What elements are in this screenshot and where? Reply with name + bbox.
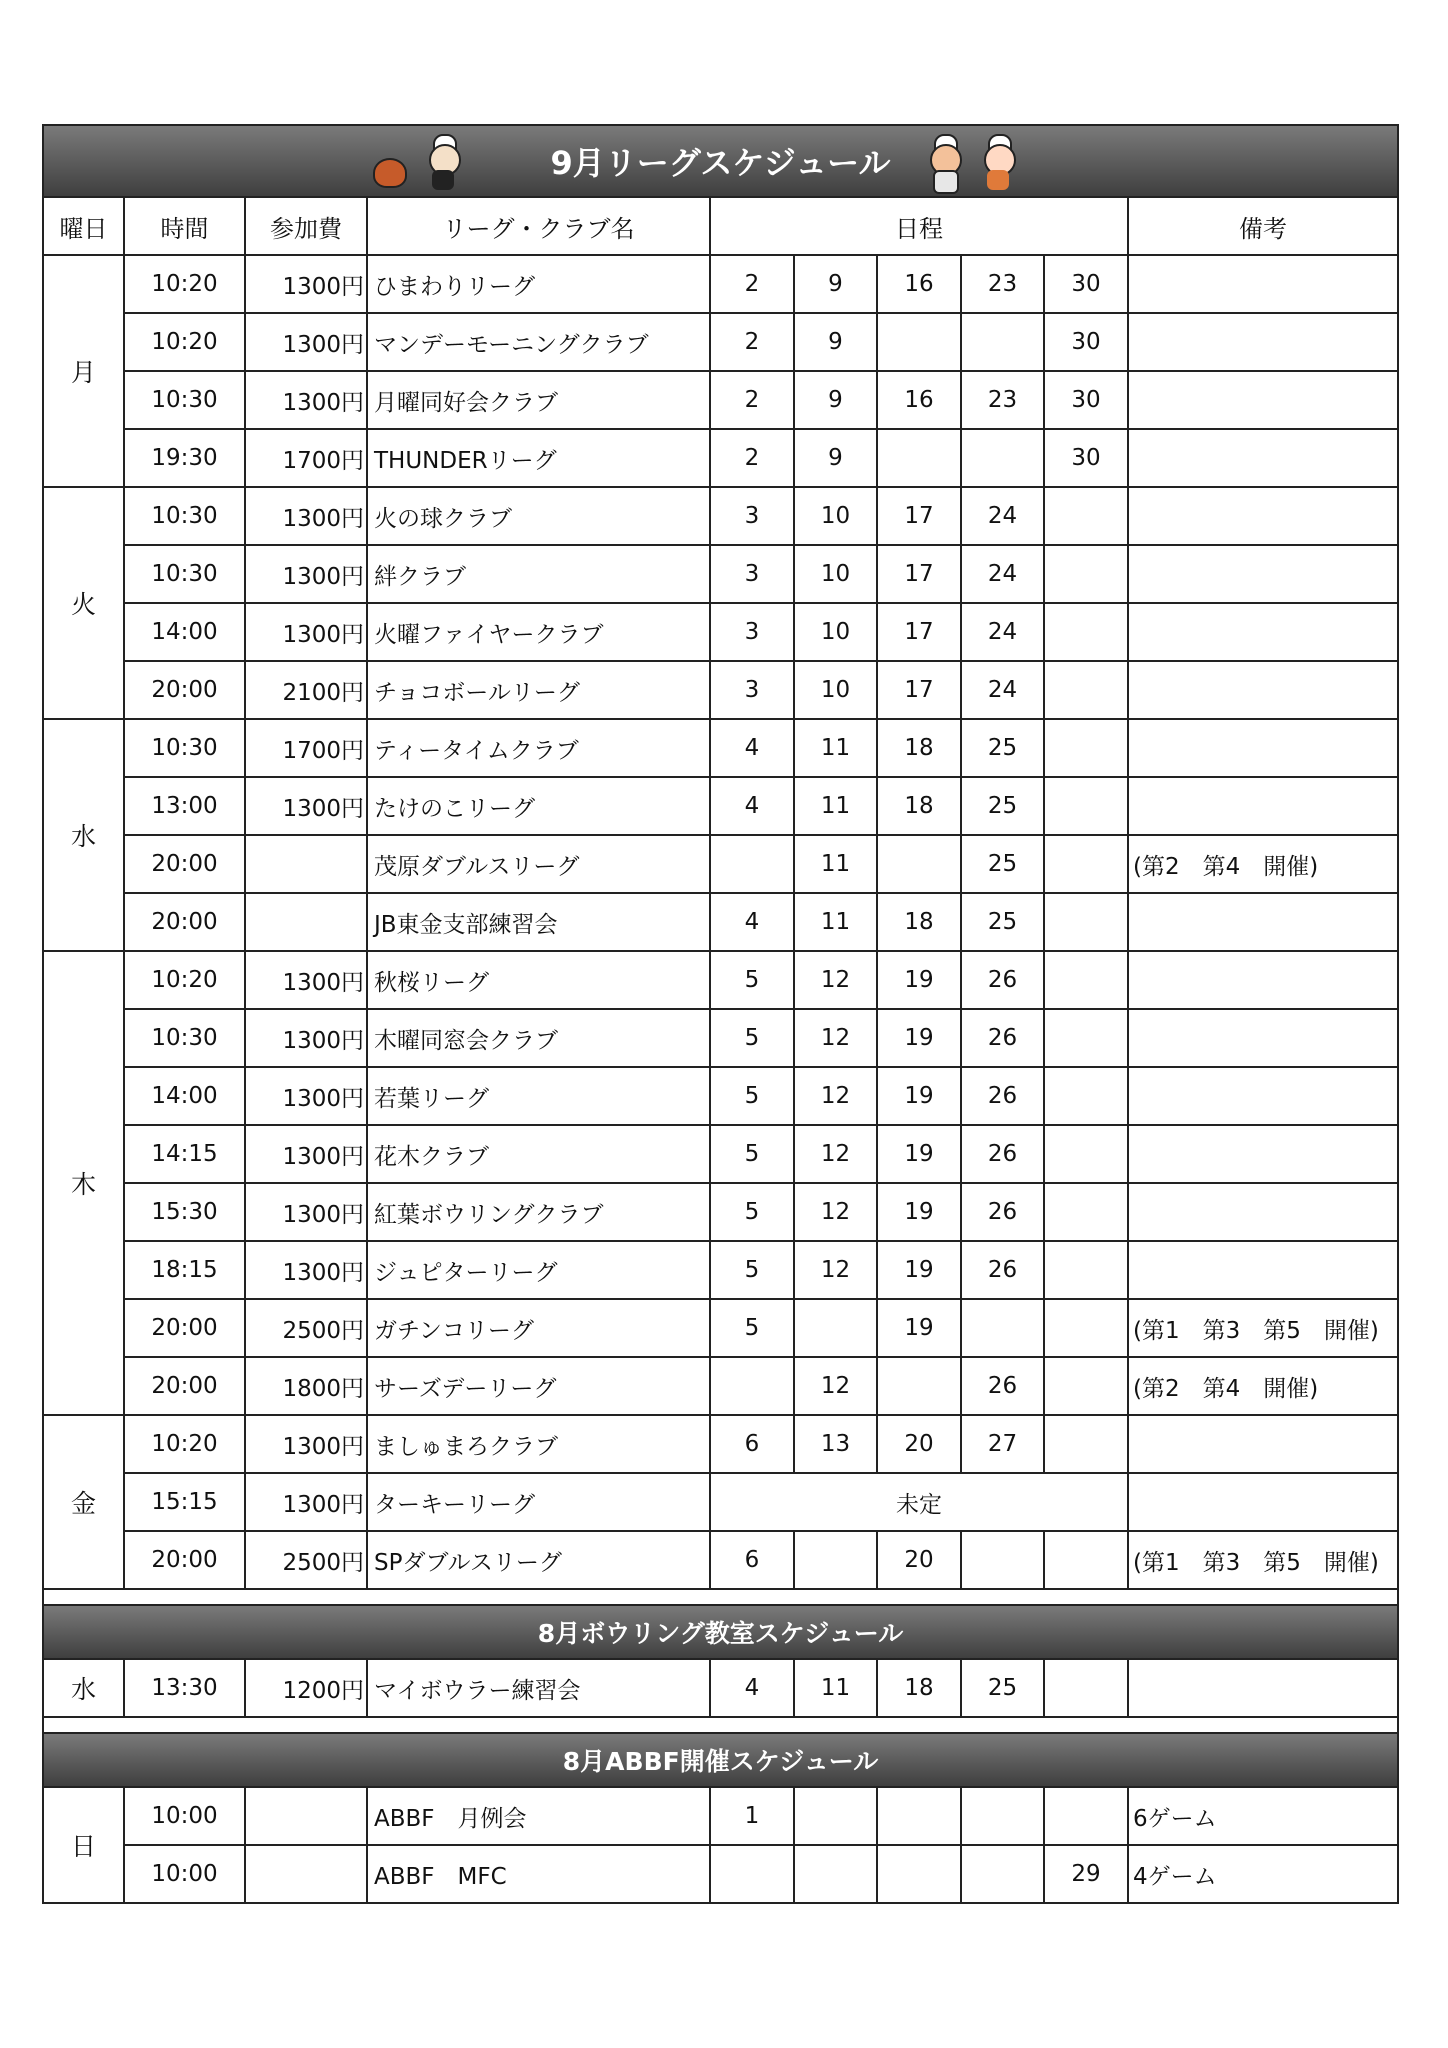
name-cell: THUNDERリーグ <box>367 429 710 487</box>
table-row <box>43 777 1398 835</box>
note-cell: (第1 第3 第5 開催) <box>1128 1299 1398 1357</box>
table-row <box>43 603 1398 661</box>
date-cell <box>1044 1125 1128 1183</box>
date-cell <box>877 429 961 487</box>
note-cell: 6ゲーム <box>1128 1787 1398 1845</box>
fee-cell: 1700円 <box>245 719 367 777</box>
name-cell: 紅葉ボウリングクラブ <box>367 1183 710 1241</box>
time-cell: 20:00 <box>124 835 245 893</box>
table-row <box>43 1067 1398 1125</box>
time-cell: 10:20 <box>124 255 245 313</box>
header-schedule: 日程 <box>710 197 1128 255</box>
date-cell <box>1044 1357 1128 1415</box>
table-row <box>43 1357 1398 1415</box>
note-cell: (第2 第4 開催) <box>1128 1357 1398 1415</box>
fee-cell: 1300円 <box>245 371 367 429</box>
date-cell: 5 <box>710 1299 794 1357</box>
name-cell: ターキーリーグ <box>367 1473 710 1531</box>
date-cell: 5 <box>710 1183 794 1241</box>
day-cell: 水 <box>43 1659 124 1717</box>
mascots-left <box>369 130 463 192</box>
note-cell <box>1128 777 1398 835</box>
date-cell: 9 <box>794 429 877 487</box>
date-cell: 3 <box>710 487 794 545</box>
date-cell: 20 <box>877 1415 961 1473</box>
table-row <box>43 1787 1398 1845</box>
date-cell: 26 <box>961 951 1044 1009</box>
abbf-title: 8月ABBF開催スケジュール <box>43 1733 1398 1787</box>
date-cell: 24 <box>961 487 1044 545</box>
date-cell <box>794 1531 877 1589</box>
page-title: 9月リーグスケジュール <box>550 144 891 182</box>
time-cell: 20:00 <box>124 1531 245 1589</box>
time-cell: 20:00 <box>124 661 245 719</box>
date-cell: 25 <box>961 777 1044 835</box>
date-cell <box>710 835 794 893</box>
table-row <box>43 1473 1398 1531</box>
date-cell: 19 <box>877 1183 961 1241</box>
date-cell <box>794 1845 877 1903</box>
time-cell: 19:30 <box>124 429 245 487</box>
fee-cell: 1300円 <box>245 487 367 545</box>
header-note: 備考 <box>1128 197 1398 255</box>
date-cell: 2 <box>710 371 794 429</box>
date-cell: 26 <box>961 1125 1044 1183</box>
name-cell: 月曜同好会クラブ <box>367 371 710 429</box>
date-cell: 18 <box>877 777 961 835</box>
table-row <box>43 1415 1398 1473</box>
date-cell: 12 <box>794 1183 877 1241</box>
date-cell <box>961 1299 1044 1357</box>
note-cell <box>1128 719 1398 777</box>
name-cell: 若葉リーグ <box>367 1067 710 1125</box>
date-cell <box>1044 951 1128 1009</box>
date-cell: 16 <box>877 255 961 313</box>
table-row <box>43 487 1398 545</box>
note-cell <box>1128 1009 1398 1067</box>
fee-cell <box>245 1845 367 1903</box>
time-cell: 13:00 <box>124 777 245 835</box>
date-cell <box>710 1845 794 1903</box>
date-cell <box>961 429 1044 487</box>
fee-cell: 1300円 <box>245 545 367 603</box>
name-cell: 絆クラブ <box>367 545 710 603</box>
time-cell: 10:00 <box>124 1787 245 1845</box>
date-cell: 9 <box>794 313 877 371</box>
date-cell <box>1044 545 1128 603</box>
date-cell <box>1044 1659 1128 1717</box>
date-cell: 2 <box>710 255 794 313</box>
note-cell <box>1128 1473 1398 1531</box>
date-cell: 9 <box>794 255 877 313</box>
date-cell <box>794 1299 877 1357</box>
fee-cell <box>245 893 367 951</box>
date-cell <box>794 1787 877 1845</box>
date-cell: 23 <box>961 255 1044 313</box>
day-cell: 月 <box>43 255 124 487</box>
note-cell <box>1128 661 1398 719</box>
mascot-girl-icon <box>978 134 1018 192</box>
time-cell: 10:30 <box>124 371 245 429</box>
note-cell <box>1128 893 1398 951</box>
date-cell: 26 <box>961 1009 1044 1067</box>
note-cell <box>1128 1067 1398 1125</box>
time-cell: 10:20 <box>124 951 245 1009</box>
gap-cell <box>43 1717 1398 1733</box>
fee-cell: 1300円 <box>245 1009 367 1067</box>
table-row <box>43 1531 1398 1589</box>
date-cell: 19 <box>877 1009 961 1067</box>
fee-cell: 1300円 <box>245 1415 367 1473</box>
table-row <box>43 255 1398 313</box>
time-cell: 18:15 <box>124 1241 245 1299</box>
date-cell: 25 <box>961 893 1044 951</box>
name-cell: ひまわりリーグ <box>367 255 710 313</box>
date-cell: 20 <box>877 1531 961 1589</box>
date-cell: 12 <box>794 1009 877 1067</box>
name-cell: 花木クラブ <box>367 1125 710 1183</box>
title-banner <box>43 125 1398 197</box>
table-row <box>43 545 1398 603</box>
date-cell: 30 <box>1044 429 1128 487</box>
time-cell: 20:00 <box>124 1357 245 1415</box>
date-cell: 3 <box>710 545 794 603</box>
table-row <box>43 1183 1398 1241</box>
name-cell: たけのこリーグ <box>367 777 710 835</box>
name-cell: ましゅまろクラブ <box>367 1415 710 1473</box>
fee-cell: 1200円 <box>245 1659 367 1717</box>
league-table <box>42 124 1399 1904</box>
fee-cell: 1300円 <box>245 1183 367 1241</box>
date-cell: 9 <box>794 371 877 429</box>
note-cell: (第2 第4 開催) <box>1128 835 1398 893</box>
abbf-title-row <box>43 1733 1398 1787</box>
note-cell <box>1128 1183 1398 1241</box>
date-cell <box>1044 1067 1128 1125</box>
section-gap <box>43 1717 1398 1733</box>
date-cell: 12 <box>794 1241 877 1299</box>
date-cell: 30 <box>1044 313 1128 371</box>
name-cell: ガチンコリーグ <box>367 1299 710 1357</box>
lesson-title-row <box>43 1605 1398 1659</box>
schedule-sheet <box>42 124 1397 1904</box>
date-cell <box>961 1787 1044 1845</box>
date-cell: 3 <box>710 661 794 719</box>
fee-cell: 1300円 <box>245 1067 367 1125</box>
fee-cell: 2100円 <box>245 661 367 719</box>
date-cell: 11 <box>794 1659 877 1717</box>
mascot-bird-icon <box>369 134 409 192</box>
time-cell: 20:00 <box>124 893 245 951</box>
mascot-boy-icon <box>924 134 964 192</box>
note-cell: 4ゲーム <box>1128 1845 1398 1903</box>
date-cell <box>877 835 961 893</box>
name-cell: サーズデーリーグ <box>367 1357 710 1415</box>
note-cell <box>1128 1125 1398 1183</box>
time-cell: 14:00 <box>124 1067 245 1125</box>
date-cell: 26 <box>961 1241 1044 1299</box>
name-cell: マンデーモーニングクラブ <box>367 313 710 371</box>
day-cell: 水 <box>43 719 124 951</box>
name-cell: 秋桜リーグ <box>367 951 710 1009</box>
date-cell: 26 <box>961 1067 1044 1125</box>
date-cell: 5 <box>710 1009 794 1067</box>
mascot-chef-icon <box>423 134 463 192</box>
date-cell <box>877 1787 961 1845</box>
table-row <box>43 1659 1398 1717</box>
gap-cell <box>43 1589 1398 1605</box>
time-cell: 10:30 <box>124 1009 245 1067</box>
time-cell: 10:00 <box>124 1845 245 1903</box>
fee-cell: 1300円 <box>245 777 367 835</box>
date-cell: 11 <box>794 719 877 777</box>
date-cell <box>877 1357 961 1415</box>
day-cell: 火 <box>43 487 124 719</box>
undecided-cell: 未定 <box>710 1473 1128 1531</box>
table-row <box>43 1125 1398 1183</box>
fee-cell: 1300円 <box>245 255 367 313</box>
note-cell <box>1128 1659 1398 1717</box>
date-cell <box>961 313 1044 371</box>
date-cell: 2 <box>710 429 794 487</box>
note-cell <box>1128 545 1398 603</box>
fee-cell <box>245 1787 367 1845</box>
date-cell: 6 <box>710 1415 794 1473</box>
date-cell: 19 <box>877 951 961 1009</box>
date-cell: 3 <box>710 603 794 661</box>
date-cell <box>877 1845 961 1903</box>
header-row <box>43 197 1398 255</box>
table-row <box>43 719 1398 777</box>
mascots-right <box>924 130 1018 192</box>
name-cell: ABBF MFC <box>367 1845 710 1903</box>
date-cell: 16 <box>877 371 961 429</box>
date-cell <box>1044 1415 1128 1473</box>
date-cell: 11 <box>794 835 877 893</box>
time-cell: 14:00 <box>124 603 245 661</box>
date-cell: 13 <box>794 1415 877 1473</box>
note-cell <box>1128 951 1398 1009</box>
date-cell: 12 <box>794 1125 877 1183</box>
note-cell <box>1128 429 1398 487</box>
date-cell <box>710 1357 794 1415</box>
date-cell: 4 <box>710 777 794 835</box>
date-cell: 26 <box>961 1357 1044 1415</box>
date-cell <box>1044 603 1128 661</box>
date-cell <box>1044 719 1128 777</box>
date-cell <box>1044 661 1128 719</box>
date-cell <box>1044 777 1128 835</box>
table-row <box>43 313 1398 371</box>
name-cell: JB東金支部練習会 <box>367 893 710 951</box>
name-cell: チョコボールリーグ <box>367 661 710 719</box>
date-cell: 25 <box>961 1659 1044 1717</box>
note-cell <box>1128 371 1398 429</box>
name-cell: SPダブルスリーグ <box>367 1531 710 1589</box>
name-cell: 火曜ファイヤークラブ <box>367 603 710 661</box>
date-cell: 4 <box>710 719 794 777</box>
date-cell: 26 <box>961 1183 1044 1241</box>
fee-cell: 1700円 <box>245 429 367 487</box>
date-cell: 30 <box>1044 255 1128 313</box>
table-row <box>43 1009 1398 1067</box>
fee-cell: 1800円 <box>245 1357 367 1415</box>
header-name: リーグ・クラブ名 <box>367 197 710 255</box>
date-cell: 30 <box>1044 371 1128 429</box>
date-cell: 18 <box>877 719 961 777</box>
table-row <box>43 1845 1398 1903</box>
table-row <box>43 429 1398 487</box>
header-time: 時間 <box>124 197 245 255</box>
date-cell: 10 <box>794 545 877 603</box>
date-cell: 10 <box>794 487 877 545</box>
date-cell: 19 <box>877 1299 961 1357</box>
time-cell: 10:20 <box>124 1415 245 1473</box>
time-cell: 20:00 <box>124 1299 245 1357</box>
fee-cell: 2500円 <box>245 1299 367 1357</box>
date-cell: 29 <box>1044 1845 1128 1903</box>
date-cell: 5 <box>710 1241 794 1299</box>
date-cell: 10 <box>794 661 877 719</box>
table-row <box>43 835 1398 893</box>
date-cell <box>961 1531 1044 1589</box>
date-cell <box>1044 487 1128 545</box>
date-cell: 11 <box>794 777 877 835</box>
day-cell: 木 <box>43 951 124 1415</box>
lesson-title: 8月ボウリング教室スケジュール <box>43 1605 1398 1659</box>
fee-cell: 2500円 <box>245 1531 367 1589</box>
date-cell: 17 <box>877 487 961 545</box>
date-cell <box>1044 1531 1128 1589</box>
date-cell: 25 <box>961 719 1044 777</box>
date-cell: 27 <box>961 1415 1044 1473</box>
name-cell: ABBF 月例会 <box>367 1787 710 1845</box>
date-cell: 12 <box>794 1067 877 1125</box>
date-cell <box>1044 835 1128 893</box>
date-cell: 19 <box>877 1125 961 1183</box>
date-cell <box>1044 1183 1128 1241</box>
time-cell: 10:30 <box>124 719 245 777</box>
date-cell <box>961 1845 1044 1903</box>
date-cell: 17 <box>877 603 961 661</box>
date-cell <box>877 313 961 371</box>
date-cell <box>1044 893 1128 951</box>
note-cell <box>1128 603 1398 661</box>
header-fee: 参加費 <box>245 197 367 255</box>
fee-cell: 1300円 <box>245 313 367 371</box>
date-cell: 6 <box>710 1531 794 1589</box>
date-cell: 11 <box>794 893 877 951</box>
fee-cell: 1300円 <box>245 1241 367 1299</box>
name-cell: 木曜同窓会クラブ <box>367 1009 710 1067</box>
table-row <box>43 371 1398 429</box>
date-cell: 24 <box>961 661 1044 719</box>
date-cell: 19 <box>877 1067 961 1125</box>
day-cell: 日 <box>43 1787 124 1903</box>
date-cell: 2 <box>710 313 794 371</box>
note-cell <box>1128 487 1398 545</box>
date-cell <box>1044 1241 1128 1299</box>
name-cell: 茂原ダブルスリーグ <box>367 835 710 893</box>
date-cell: 10 <box>794 603 877 661</box>
name-cell: ジュピターリーグ <box>367 1241 710 1299</box>
note-cell <box>1128 1415 1398 1473</box>
date-cell: 4 <box>710 1659 794 1717</box>
date-cell: 25 <box>961 835 1044 893</box>
time-cell: 15:30 <box>124 1183 245 1241</box>
table-row <box>43 661 1398 719</box>
date-cell: 5 <box>710 1125 794 1183</box>
note-cell <box>1128 1241 1398 1299</box>
section-gap <box>43 1589 1398 1605</box>
time-cell: 10:20 <box>124 313 245 371</box>
date-cell <box>1044 1009 1128 1067</box>
date-cell: 23 <box>961 371 1044 429</box>
name-cell: 火の球クラブ <box>367 487 710 545</box>
date-cell: 18 <box>877 1659 961 1717</box>
header-day: 曜日 <box>43 197 124 255</box>
note-cell <box>1128 255 1398 313</box>
note-cell: (第1 第3 第5 開催) <box>1128 1531 1398 1589</box>
time-cell: 10:30 <box>124 487 245 545</box>
table-row <box>43 1241 1398 1299</box>
date-cell: 12 <box>794 1357 877 1415</box>
date-cell: 24 <box>961 545 1044 603</box>
table-row <box>43 893 1398 951</box>
date-cell: 5 <box>710 951 794 1009</box>
date-cell: 17 <box>877 545 961 603</box>
date-cell: 17 <box>877 661 961 719</box>
date-cell: 19 <box>877 1241 961 1299</box>
fee-cell: 1300円 <box>245 951 367 1009</box>
time-cell: 14:15 <box>124 1125 245 1183</box>
date-cell: 18 <box>877 893 961 951</box>
day-cell: 金 <box>43 1415 124 1589</box>
date-cell: 12 <box>794 951 877 1009</box>
table-row <box>43 951 1398 1009</box>
fee-cell: 1300円 <box>245 1473 367 1531</box>
date-cell: 5 <box>710 1067 794 1125</box>
fee-cell: 1300円 <box>245 1125 367 1183</box>
date-cell: 1 <box>710 1787 794 1845</box>
date-cell <box>1044 1299 1128 1357</box>
note-cell <box>1128 313 1398 371</box>
table-row <box>43 1299 1398 1357</box>
fee-cell <box>245 835 367 893</box>
time-cell: 10:30 <box>124 545 245 603</box>
time-cell: 15:15 <box>124 1473 245 1531</box>
date-cell <box>1044 1787 1128 1845</box>
time-cell: 13:30 <box>124 1659 245 1717</box>
name-cell: マイボウラー練習会 <box>367 1659 710 1717</box>
fee-cell: 1300円 <box>245 603 367 661</box>
name-cell: ティータイムクラブ <box>367 719 710 777</box>
date-cell: 24 <box>961 603 1044 661</box>
date-cell: 4 <box>710 893 794 951</box>
